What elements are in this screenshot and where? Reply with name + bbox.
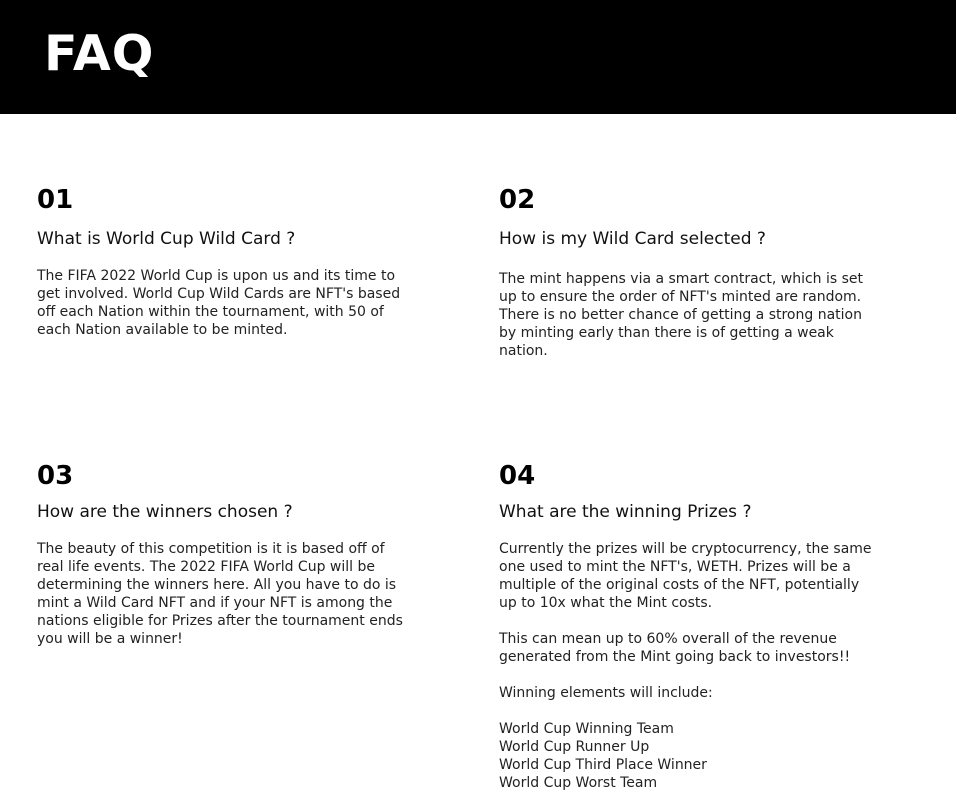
faq-answer-paragraph: The beauty of this competition is it is based off of real life events. The 2022 FIFA World Cup will be determining the winners here. All you have to do is mint a Wild Card NFT and if your NFT is among the nations eligible for Prizes after the tournament ends you will be a winner! bbox=[37, 541, 403, 647]
faq-number: 02 bbox=[499, 185, 536, 215]
faq-answer-paragraph: Winning elements will include: bbox=[499, 685, 713, 701]
faq-answer bbox=[37, 540, 437, 648]
faq-question: What is World Cup Wild Card ? bbox=[37, 229, 296, 249]
faq-answer-paragraph: The FIFA 2022 World Cup is upon us and its time to get involved. World Cup Wild Cards are NFT's based off each Nation within the tournament, with 50 of each Nation available to be minted. bbox=[37, 268, 401, 338]
faq-answer-paragraph: Currently the prizes will be cryptocurrency, the same one used to mint the NFT's, WETH. Prizes will be a multiple of the original costs of the NFT, potentially up to 10x what the Mint costs. bbox=[499, 541, 872, 611]
paragraph-spacer bbox=[499, 612, 899, 630]
faq-answer bbox=[499, 540, 899, 792]
page-header bbox=[0, 0, 956, 114]
faq-answer bbox=[499, 270, 899, 360]
faq-number: 01 bbox=[37, 185, 74, 215]
faq-answer-paragraph: The mint happens via a smart contract, which is set up to ensure the order of NFT's minted are random. There is no better chance of getting a strong nation by minting early than there is of getting a weak nation. bbox=[499, 271, 864, 359]
faq-number: 04 bbox=[499, 461, 536, 491]
faq-answer-paragraph: This can mean up to 60% overall of the revenue generated from the Mint going back to investors!! bbox=[499, 631, 851, 665]
paragraph-spacer bbox=[499, 666, 899, 684]
faq-question: How is my Wild Card selected ? bbox=[499, 229, 766, 249]
faq-question: How are the winners chosen ? bbox=[37, 502, 293, 522]
faq-question: What are the winning Prizes ? bbox=[499, 502, 752, 522]
faq-number: 03 bbox=[37, 461, 74, 491]
prize-list: World Cup Winning Team World Cup Runner Up World Cup Third Place Winner World Cup Worst Team bbox=[499, 721, 707, 791]
page-title: FAQ bbox=[44, 25, 155, 82]
faq-answer bbox=[37, 267, 437, 339]
paragraph-spacer bbox=[499, 702, 899, 720]
